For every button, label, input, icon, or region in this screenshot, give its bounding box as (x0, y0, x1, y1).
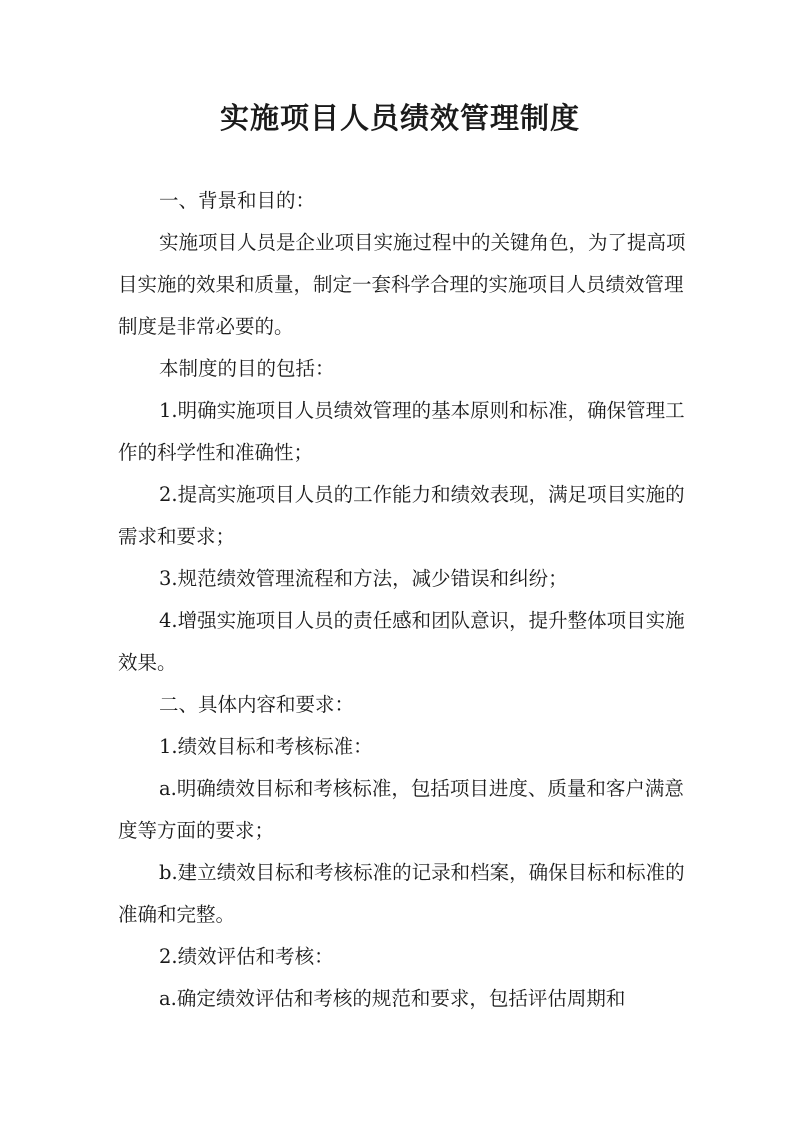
purpose-item-1: 1.明确实施项目人员绩效管理的基本原则和标准，确保管理工作的科学性和准确性； (118, 399, 685, 464)
purpose-item-4: 4.增强实施项目人员的责任感和团队意识，提升整体项目实施效果。 (118, 609, 685, 674)
subsection-heading-assessment: 2.绩效评估和考核： (159, 945, 334, 968)
section-heading-background: 一、背景和目的： (159, 189, 316, 212)
document-title: 实施项目人员绩效管理制度 (219, 101, 580, 135)
goals-item-b: b.建立绩效目标和考核标准的记录和档案，确保目标和标准的准确和完整。 (118, 861, 685, 926)
paragraph-intro: 实施项目人员是企业项目实施过程中的关键角色，为了提高项目实施的效果和质量，制定一套科学合理的实施项目人员绩效管理制度是非常必要的。 (118, 231, 686, 338)
goals-item-a: a.明确绩效目标和考核标准，包括项目进度、质量和客户满意度等方面的要求； (118, 777, 684, 842)
purpose-item-3: 3.规范绩效管理流程和方法，减少错误和纠纷； (159, 567, 568, 590)
purpose-item-2: 2.提高实施项目人员的工作能力和绩效表现，满足项目实施的需求和要求； (118, 483, 685, 548)
document-body (118, 180, 688, 1020)
paragraph-purpose-lead: 本制度的目的包括： (159, 357, 335, 380)
subsection-heading-goals: 1.绩效目标和考核标准： (159, 735, 373, 758)
section-heading-content: 二、具体内容和要求： (159, 693, 355, 716)
assessment-item-a: a.确定绩效评估和考核的规范和要求，包括评估周期和 (159, 987, 626, 1010)
